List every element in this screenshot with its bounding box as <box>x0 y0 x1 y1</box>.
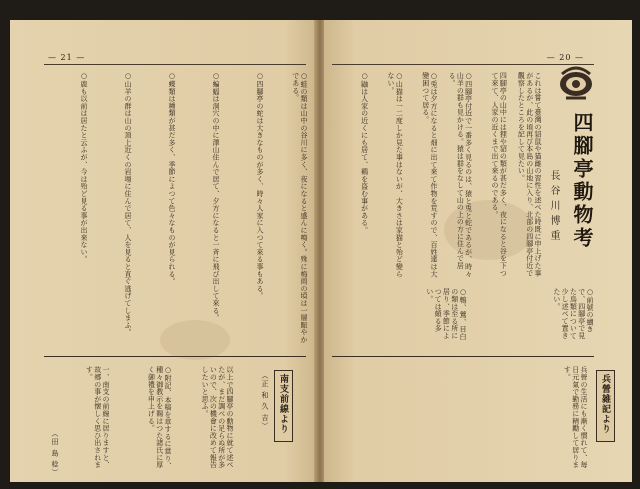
article-title: 四腳亭動物考 <box>570 112 594 250</box>
article-author: 長谷川博重 <box>548 170 559 245</box>
text-column: ○四腳亭の蛇は大きなものが多く、時々人家に入つて來る事もある。 <box>256 72 264 300</box>
paper-stain <box>444 200 534 260</box>
text-column: ○附記、本稿を草するに當り、種々御教示を賜はつた諸氏に厚く御禮を申上げる。 <box>147 366 172 470</box>
left-page <box>10 20 316 482</box>
open-book <box>10 20 632 482</box>
text-column: ○四腳亭付近で一番多く見るのは、猿と兎と蛇であるが、時々山羊の群も見かける。猿は群をなして山の上の方に住んで居る。 <box>448 72 473 278</box>
section-heading-box: 兵營雑記より <box>596 370 615 442</box>
text-column: ○兎は夕方になると畑に出て來て作物を荒すので、百姓達は大變困つて居る。 <box>421 72 438 278</box>
right-lower-columns <box>336 366 588 474</box>
text-column: 一、南支の前線に居りますと、故郷の事が懐しく思ひ出されます。 <box>85 366 110 469</box>
left-header-rule <box>44 64 306 65</box>
left-page-number: — 21 — <box>48 53 86 62</box>
right-page <box>324 20 632 482</box>
left-lower-columns <box>46 366 234 472</box>
text-column: ○鵯、鶯、目白の類は至る所に居り、季節によつては頗る多い。 <box>425 288 467 341</box>
text-column: ○鹿も以前は居たと云ふが、今は殆ど見る事が出來ない。 <box>80 72 88 263</box>
paper-stain <box>160 320 230 360</box>
text-column: ○蛙の類は山中の谷川に多く、夜になると盛んに鳴く。殊に梅雨の頃は一層賑やかである。 <box>291 72 308 344</box>
section-heading-box: 南支前線より <box>274 370 293 442</box>
section-divider <box>332 356 594 357</box>
end-credit: （田 島 稔） <box>51 430 59 477</box>
text-column: ○前號の續きで、四腳亭で見た鳥類について少し述べて置きたい。 <box>552 288 594 340</box>
text-column: これは嘗て臺灣の貂鼠や猫雌の習性を述べた時既に申上げた事があるが、此の頃再び本島の山地に入り、北部の四腳亭付近で觀察したところを記して見たい。 <box>517 72 542 277</box>
text-column: ○蝙蝠は洞穴の中に澤山住んで居て、夕方になると一斉に飛び出して來る。 <box>212 72 220 322</box>
text-column: ○蝶類は種類が甚だ多く、季節によつて色々なものが見られる。 <box>168 72 176 285</box>
ornament-icon <box>556 60 596 102</box>
text-column: 四腳亭の山中には狸や貂の類が甚だ多く、夜になると谷を下つて來て、人家の近くまで出て來るのである。 <box>491 72 508 277</box>
right-page-number: — 20 — <box>546 53 584 62</box>
right-middle-columns <box>336 288 594 346</box>
right-header-rule <box>332 64 594 65</box>
left-upper-columns <box>46 72 308 344</box>
text-column: ○山猫は一二度しか見た事はないが、大きさは家猫と殆ど變らない。 <box>387 72 404 278</box>
author-credit: （正 和 久 吉） <box>261 372 269 430</box>
text-column: ○山羊の群は山の頂上近くの岩場に住んで居て、人を見ると直ぐ逃げてしまふ。 <box>124 72 132 336</box>
text-column: 兵營の生活にも漸く慣れて、毎日元氣で勤務に精勵して居ります。 <box>563 366 588 469</box>
text-column: ○鼬は人家の近くにも居て、鷄を盗む事がある。 <box>360 72 369 234</box>
text-column: 以上で四腳亭の動物に就て述べたが、まだ調べの足らぬ所が多いので、次の機會に改めて報告したいと思ふ。 <box>201 366 234 469</box>
